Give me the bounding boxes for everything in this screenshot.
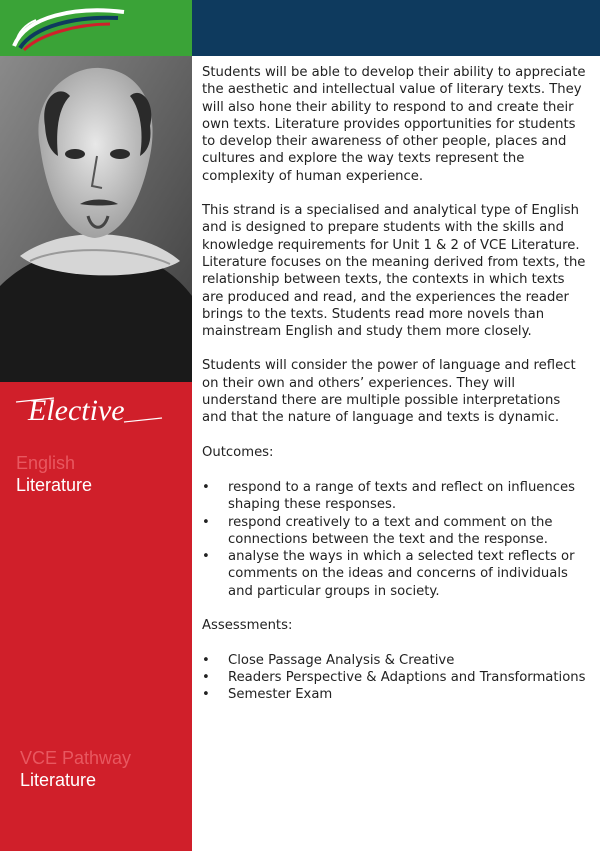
pathway-name: Literature	[20, 770, 97, 790]
school-logo	[6, 2, 126, 54]
strand-paragraph: This strand is a specialised and analytical type of English and is designed to prepare students with the skills and knowledge requirements for Unit 1 & 2 of VCE Literature. Literature focuses on the meaning derived from texts, the relationship between texts, the contexts in which texts are produced and read, and the experiences the reader brings to the texts. Students read more novels than mainstream English and study them more closely.	[202, 203, 586, 340]
assessments-list	[202, 652, 588, 703]
course-title-block	[16, 452, 186, 496]
assessment-item: • Close Passage Analysis & Creative	[202, 652, 588, 669]
outcome-item: • analyse the ways in which a selected text reflects or comments on the ideas and concerns of individuals and particular groups in society.	[202, 548, 588, 600]
outcomes-heading: Outcomes:	[202, 444, 274, 460]
elective-wordmark	[14, 388, 164, 434]
assessments-heading: Assessments:	[202, 618, 293, 634]
course-name: Literature	[16, 475, 93, 495]
assessment-item: • Readers Perspective & Adaptions and Transformations	[202, 669, 588, 686]
header-navy-band	[192, 0, 600, 56]
pathway-block	[20, 747, 190, 791]
language-paragraph: Students will consider the power of language and reflect on their own and others’ experiences. They will understand there are multiple possible interpretations and that the nature of language and texts is dynamic.	[202, 358, 576, 426]
intro-paragraph: Students will be able to develop their ability to appreciate the aesthetic and intellectual value of literary texts. They will also hone their ability to respond to and create their own texts. Literature provides opportunities for students to develop their awareness of other people, places and cultures and explore the way texts represent the complexity of human experience.	[202, 65, 586, 184]
outcome-item: • respond to a range of texts and reflect on influences shaping these responses.	[202, 479, 588, 514]
elective-label: Elective	[28, 394, 125, 427]
assessment-item: • Semester Exam	[202, 686, 588, 703]
outcomes-list	[202, 479, 588, 600]
course-category: English	[16, 453, 76, 473]
shakespeare-portrait	[0, 56, 192, 382]
outcome-item: • respond creatively to a text and comment on the connections between the text and the response.	[202, 514, 588, 549]
pathway-label: VCE Pathway	[20, 748, 132, 768]
course-description	[202, 64, 588, 720]
